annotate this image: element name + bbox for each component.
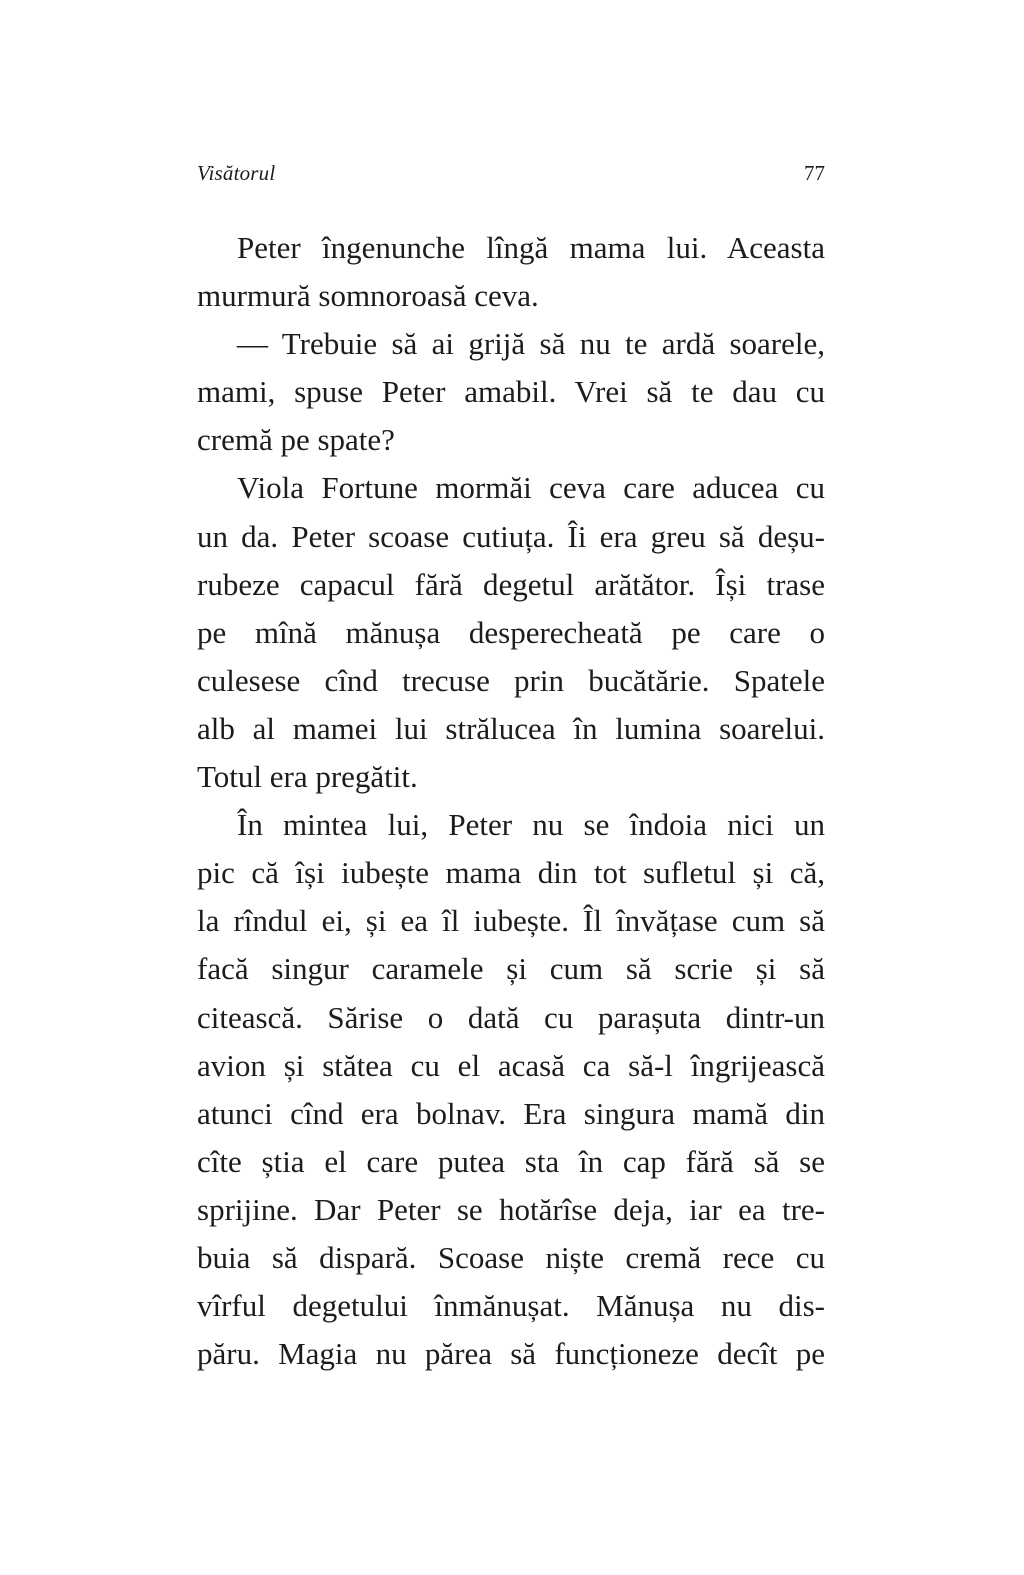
text-line: pic că își iubește mama din tot sufletul și că, [197, 855, 825, 891]
text-line: facă singur caramele și cum să scrie și să [197, 951, 825, 987]
text-line: citească. Sărise o dată cu parașuta dintr-un [197, 999, 825, 1035]
page-number: 77 [804, 161, 825, 185]
text-line: la rîndul ei, și ea îl iubește. Îl învățase cum să [197, 903, 825, 939]
text-line: un da. Peter scoase cutiuța. Îi era greu să deșu- [197, 518, 825, 554]
text-line: — Trebuie să ai grijă să nu te ardă soarele, [237, 326, 825, 362]
running-title: Visătorul [197, 161, 276, 185]
text-line: culesese cînd trecuse prin bucătărie. Spatele [197, 662, 825, 698]
body-text [197, 224, 825, 1378]
text-line: Totul era pregătit. [197, 759, 418, 795]
text-line: buia să dispară. Scoase niște cremă rece cu [197, 1239, 825, 1275]
text-line: pe mînă mănușa desperecheată pe care o [197, 614, 825, 650]
text-line: Peter îngenunche lîngă mama lui. Aceasta [237, 230, 825, 265]
text-line: atunci cînd era bolnav. Era singura mamă din [197, 1095, 825, 1131]
text-line: În mintea lui, Peter nu se îndoia nici un [237, 807, 825, 843]
text-line: cremă pe spate? [197, 422, 395, 458]
text-line: avion și stătea cu el acasă ca să-l îngrijească [197, 1047, 825, 1083]
text-line: mami, spuse Peter amabil. Vrei să te dau cu [197, 374, 825, 410]
text-line: cîte știa el care putea sta în cap fără să se [197, 1143, 825, 1179]
text-line: rubeze capacul fără degetul arătător. Își trase [197, 566, 825, 602]
text-line: Viola Fortune mormăi ceva care aducea cu [237, 470, 825, 506]
text-line: vîrful degetului înmănușat. Mănușa nu dis- [197, 1288, 825, 1324]
running-head [197, 157, 825, 189]
text-line: păru. Magia nu părea să funcționeze decît pe [197, 1336, 825, 1372]
text-line: sprijine. Dar Peter se hotărîse deja, iar ea tre- [197, 1191, 825, 1227]
text-line: murmură somnoroasă ceva. [197, 278, 539, 314]
text-line: alb al mamei lui strălucea în lumina soarelui. [197, 710, 825, 746]
